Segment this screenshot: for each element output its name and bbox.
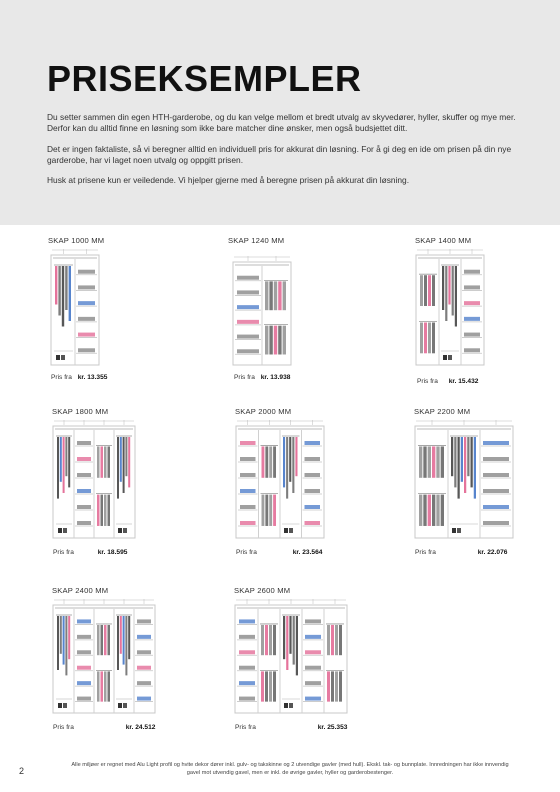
price-row-1400 [417,378,478,385]
wardrobe-illustration-1000 [50,247,100,369]
price-label: Pris fra [415,549,436,556]
example-title-2000: SKAP 2000 MM [235,407,292,416]
price-label: Pris fra [235,724,256,731]
intro-paragraph-1: Du setter sammen din egen HTH-garderobe, og du kan velge mellom et bredt utvalg av skyvedører, hyller, skuffer og mye mer. Derfor kan du alltid finne en løsning som ikke bare matcher dine ønsker, men også budsjettet ditt. [47,112,516,134]
price-row-2400 [53,724,155,731]
example-title-1400: SKAP 1400 MM [415,236,472,245]
price-row-1000 [51,374,107,381]
page-title: PRISEKSEMPLER [47,58,362,99]
wardrobe-illustration-2400 [52,597,156,717]
wardrobe-illustration-1400 [415,247,485,369]
price-value: kr. 24.512 [125,724,156,731]
price-label: Pris fra [234,374,255,381]
price-value: kr. 15.432 [448,378,479,385]
price-row-2000 [236,549,322,556]
header-band [0,0,560,225]
price-row-1800 [53,549,127,556]
price-value: kr. 13.938 [260,374,291,381]
intro-paragraph-2: Det er ingen faktaliste, så vi beregner alltid en individuell pris for akkurat din løsning. For å gi deg en ide om prisen på din nye garderobe, har vi laget noen utvalg og oppgitt prisen. [47,143,512,165]
example-title-2600: SKAP 2600 MM [234,586,291,595]
price-value: kr. 18.595 [97,549,128,556]
wardrobe-illustration-2600 [234,597,348,717]
price-label: Pris fra [53,549,74,556]
example-title-1000: SKAP 1000 MM [48,236,105,245]
price-value: kr. 13.355 [77,374,108,381]
footnote: Alle miljøer er regnet med Alu Light profil og hvite dekor dører inkl. gulv- og takskinne og 2 utvendige gavler (med hull). Ekskl. tak- og bunnplate. Innredningen har ikke innvendig gavel mot utvendig gavel, men er inkl. de øvrige gavler, hyller og garderobestenger. [71,762,509,776]
example-title-2400: SKAP 2400 MM [52,586,109,595]
example-title-2200: SKAP 2200 MM [414,407,471,416]
intro-text [47,112,527,195]
example-title-1240: SKAP 1240 MM [228,236,285,245]
price-value: kr. 23.564 [292,549,323,556]
price-label: Pris fra [236,549,257,556]
price-row-2600 [235,724,347,731]
intro-paragraph-3: Husk at prisene kun er veiledende. Vi hjelper gjerne med å beregne prisen på akkurat din løsning. [47,175,410,186]
wardrobe-illustration-2200 [414,418,514,542]
price-row-1240 [234,374,290,381]
wardrobe-illustration-2000 [235,418,325,542]
wardrobe-illustration-1800 [52,418,136,542]
price-row-2200 [415,549,507,556]
wardrobe-illustration-1240 [232,254,292,369]
price-value: kr. 25.353 [317,724,348,731]
price-label: Pris fra [417,378,438,385]
price-label: Pris fra [53,724,74,731]
price-label: Pris fra [51,374,72,381]
example-title-1800: SKAP 1800 MM [52,407,109,416]
price-value: kr. 22.076 [477,549,508,556]
page-number: 2 [19,766,25,776]
